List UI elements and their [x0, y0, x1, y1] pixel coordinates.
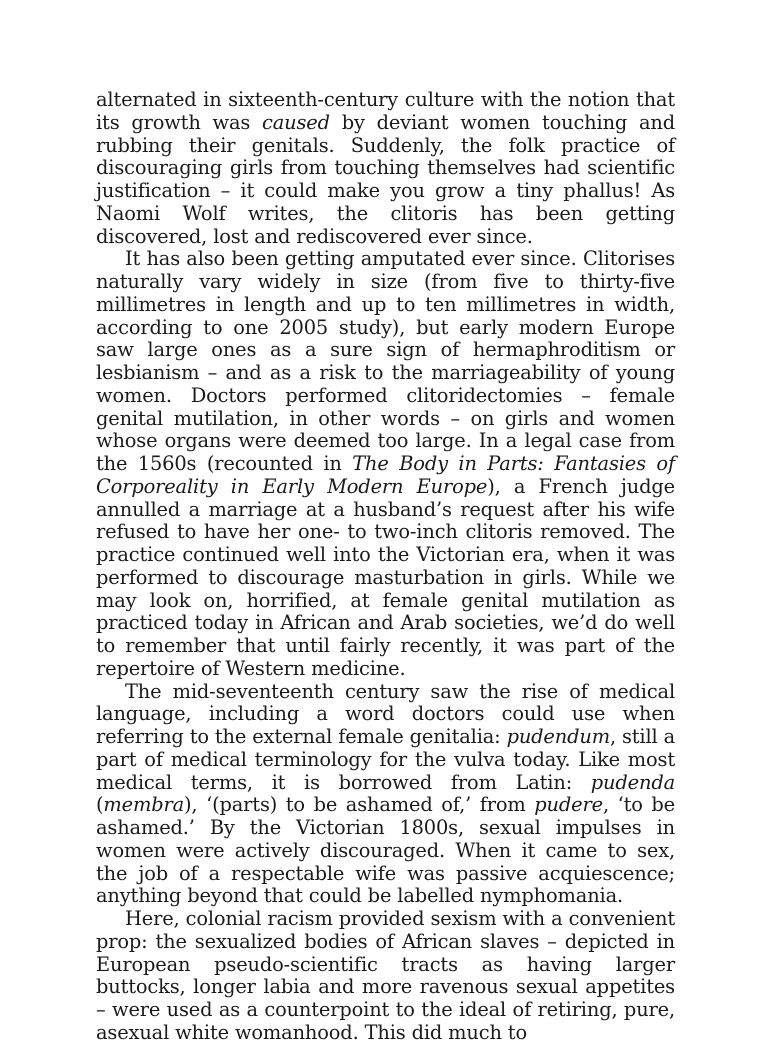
paragraph-3-italic-membra: membra: [103, 793, 185, 817]
paragraph-3-text-3: (: [96, 793, 104, 817]
paragraph-2: [96, 248, 675, 680]
paragraph-4: [96, 908, 675, 1045]
paragraph-3-text-5: , ‘to be ashamed.’ By the Victorian 1800s, sexual impulses in women were actively discouraged. When it came to sex, the job of a respectable wife was passive acquiescence; anything beyond that could be labelled nymphomania.: [96, 793, 675, 908]
paragraph-3-text-4: ), ‘(parts) to be ashamed of,’ from: [184, 793, 535, 817]
paragraph-2-text-1: It has also been getting amputated ever since. Clitorises naturally vary widely in size (from five to thirty-five millimetres in length and up to ten millimetres in width, according to one 2005 study), but early modern Europe saw large ones as a sure sign of hermaphroditism or lesbianism – and as a risk to the marriageability of young women. Doctors performed clitoridectomies – female genital mutilation, in other words – on girls and women whose organs were deemed too large. In a legal case from the 1560s (recounted in: [96, 247, 675, 475]
paragraph-1-italic-caused: caused: [262, 110, 330, 134]
paragraph-3-italic-pudendum: pudendum: [506, 725, 610, 748]
paragraph-3-italic-pudenda: pudenda: [590, 770, 675, 794]
paragraph-3-text-2: , still a part of medical terminology for the vulva today. Like most medical terms, it is borrowed from Latin:: [96, 725, 675, 794]
paragraph-2-italic-book-title: The Body in Parts: Fantasies of Corporeality in Early Modern Europe: [96, 452, 675, 498]
paragraph-2-text-2: ), a French judge annulled a marriage at a husband’s request after his wife refused to have her one- to two-inch clitoris removed. The practice continued well into the Victorian era, when it was performed to discourage masturbation in girls. While we may look on, horrified, at female genital mutilation as practiced today in African and Arab societies, we’d do well to remember that until fairly recently, it was part of the repertoire of Western medicine.: [96, 474, 675, 680]
paragraph-1-text-2: by deviant women touching and rubbing their genitals. Suddenly, the folk practice of discouraging girls from touching themselves had scientific justification – it could make you grow a tiny phallus! As Naomi Wolf writes, the clitoris has been getting discovered, lost and rediscovered ever since.: [96, 110, 676, 248]
paragraph-1: [96, 89, 675, 248]
paragraph-1-text-1: alternated in sixteenth-century culture with the notion that its growth was: [96, 88, 675, 134]
paragraph-3-italic-pudere: pudere: [534, 793, 603, 817]
paragraph-3: [96, 681, 675, 909]
book-page-body: [96, 89, 675, 1045]
paragraph-4-text-1: Here, colonial racism provided sexism with a convenient prop: the sexualized bodies of African slaves – depicted in European pseudo-scientific tracts as having larger buttocks, longer labia and more ravenous sexual appetites – were used as a counterpoint to the ideal of retiring, pure, asexual white womanhood. This did much to: [96, 907, 675, 1044]
paragraph-3-text-1: The mid-seventeenth century saw the rise of medical language, including a word doctors could use when referring to the external female genitalia:: [96, 679, 675, 748]
